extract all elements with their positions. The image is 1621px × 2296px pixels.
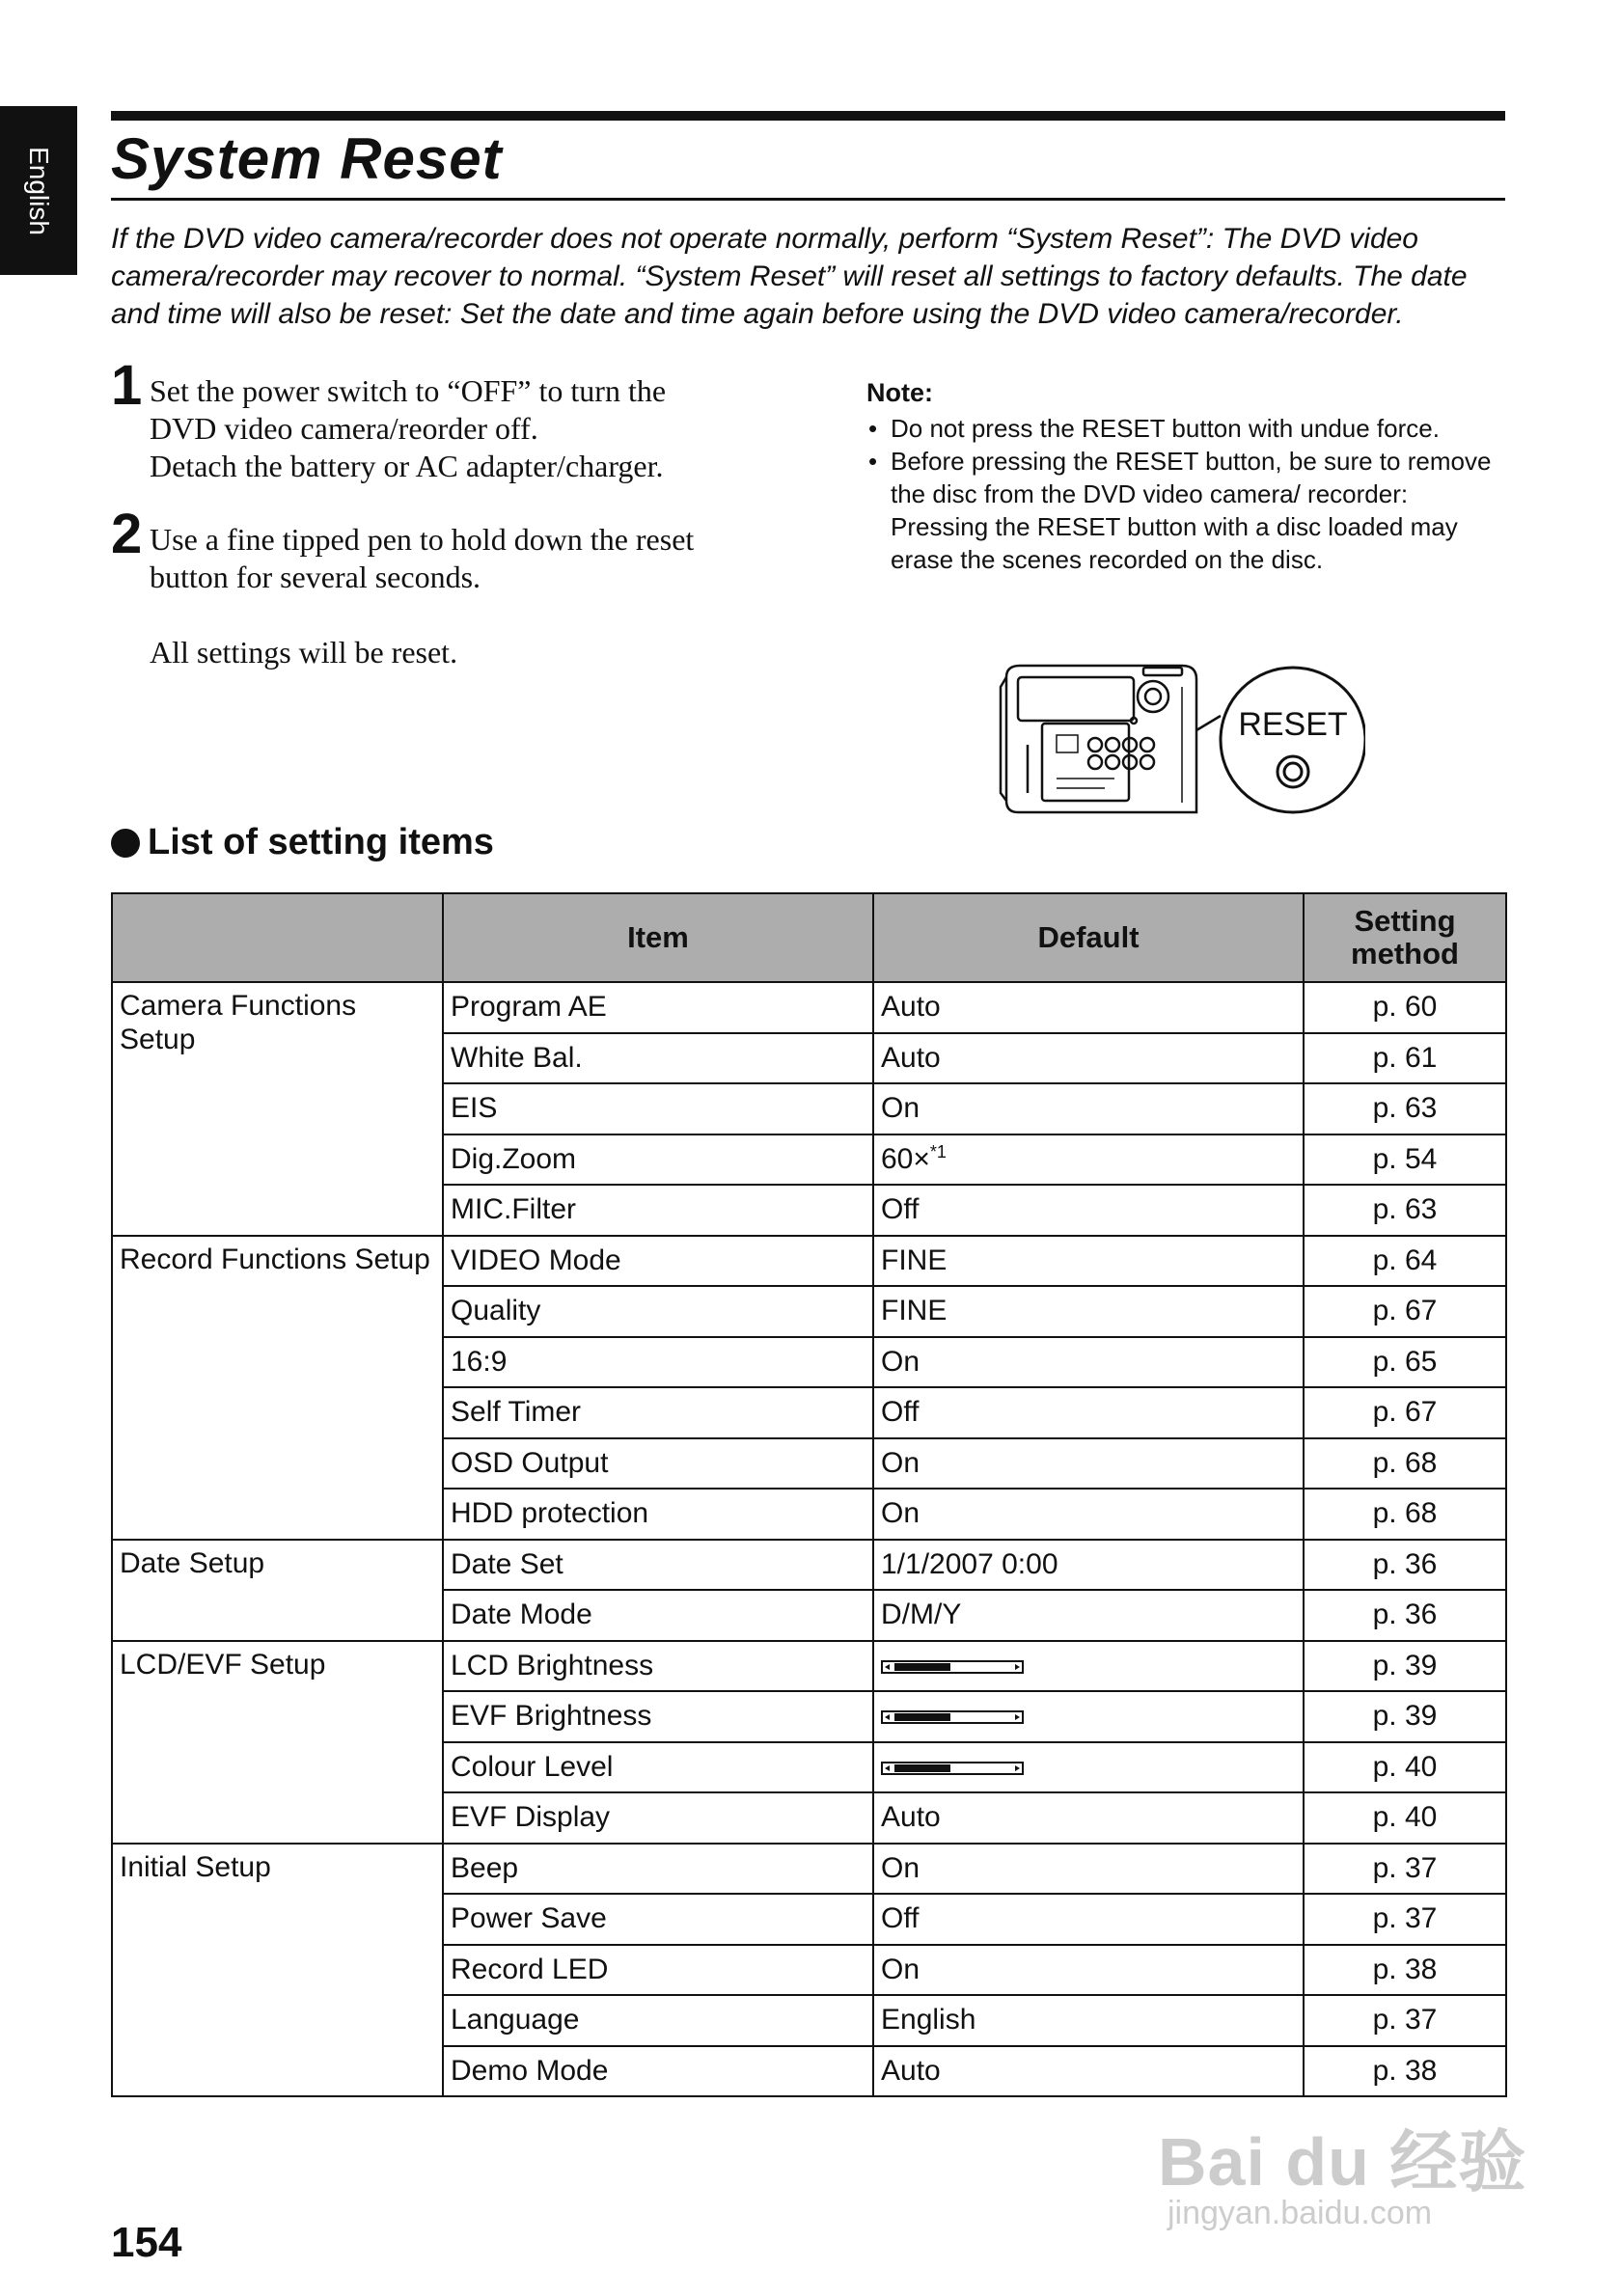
settings-table bbox=[111, 892, 1507, 2097]
header-method-line: Setting bbox=[1354, 904, 1456, 938]
header-method-line: method bbox=[1351, 937, 1459, 970]
method-cell: p. 36 bbox=[1304, 1590, 1506, 1641]
method-cell: p. 64 bbox=[1304, 1236, 1506, 1287]
intro-line: and time will also be reset: Set the date and time again before using the DVD video camera/recorder. bbox=[111, 298, 1404, 330]
item-cell: OSD Output bbox=[443, 1438, 873, 1490]
bar-fill bbox=[894, 1764, 950, 1772]
item-cell: Date Set bbox=[443, 1540, 873, 1591]
method-cell: p. 38 bbox=[1304, 2046, 1506, 2097]
table-header-row bbox=[112, 893, 1506, 982]
intro-line: camera/recorder may recover to normal. “System Reset” will reset all settings to factory defaults. The date bbox=[111, 260, 1468, 292]
level-bar-icon bbox=[881, 1762, 1024, 1775]
default-cell bbox=[873, 1489, 1304, 1540]
camera-icon bbox=[1001, 666, 1221, 812]
note-title-text: Note bbox=[866, 378, 924, 407]
note-box bbox=[866, 378, 1503, 576]
reset-label: RESET bbox=[1238, 706, 1348, 743]
default-cell bbox=[873, 1641, 1304, 1692]
header-default: Default bbox=[873, 893, 1304, 982]
default-cell bbox=[873, 1033, 1304, 1084]
step-text bbox=[150, 521, 825, 671]
default-cell bbox=[873, 1995, 1304, 2046]
step-number: 1 bbox=[111, 354, 143, 417]
step-spacer bbox=[150, 596, 825, 634]
language-tab-label: English bbox=[24, 146, 54, 235]
default-cell bbox=[873, 1540, 1304, 1591]
bar-fill bbox=[894, 1663, 950, 1671]
method-cell: p. 36 bbox=[1304, 1540, 1506, 1591]
bar-right-arrow-icon bbox=[1015, 1765, 1020, 1771]
table-body bbox=[112, 982, 1506, 2096]
item-cell: Self Timer bbox=[443, 1387, 873, 1438]
bullet-icon bbox=[111, 829, 140, 858]
default-value: Off bbox=[881, 1396, 920, 1429]
method-cell: p. 39 bbox=[1304, 1641, 1506, 1692]
section-heading-text: List of setting items bbox=[148, 822, 494, 862]
default-cell bbox=[873, 982, 1304, 1033]
step-number: 2 bbox=[111, 503, 143, 565]
language-tab bbox=[0, 106, 77, 275]
default-value: Off bbox=[881, 1193, 920, 1226]
method-cell: p. 54 bbox=[1304, 1134, 1506, 1186]
default-cell bbox=[873, 1083, 1304, 1134]
group-cell: LCD/EVF Setup bbox=[112, 1641, 443, 1844]
level-bar-icon bbox=[881, 1710, 1024, 1724]
method-cell: p. 40 bbox=[1304, 1792, 1506, 1844]
default-value: 60× bbox=[881, 1143, 930, 1176]
intro-line: If the DVD video camera/recorder does not operate normally, perform “System Reset”: The DVD video bbox=[111, 223, 1418, 255]
item-cell: Dig.Zoom bbox=[443, 1134, 873, 1186]
item-cell: EVF Brightness bbox=[443, 1691, 873, 1742]
table-row bbox=[112, 1641, 1506, 1692]
default-value: On bbox=[881, 1953, 920, 1985]
watermark-main: Bai du 经验 bbox=[1158, 2124, 1527, 2200]
default-cell bbox=[873, 1590, 1304, 1641]
default-value: English bbox=[881, 2004, 976, 2036]
item-cell: Demo Mode bbox=[443, 2046, 873, 2097]
default-cell bbox=[873, 1134, 1304, 1186]
default-cell bbox=[873, 1438, 1304, 1490]
default-cell bbox=[873, 1844, 1304, 1895]
default-cell bbox=[873, 1185, 1304, 1236]
note-title: Note: bbox=[866, 378, 933, 407]
step-result: All settings will be reset. bbox=[150, 635, 458, 670]
default-cell bbox=[873, 1286, 1304, 1337]
default-value: FINE bbox=[881, 1244, 948, 1276]
method-cell: p. 38 bbox=[1304, 1945, 1506, 1996]
default-value: 1/1/2007 0:00 bbox=[881, 1547, 1058, 1580]
default-value: Auto bbox=[881, 1041, 941, 1074]
method-cell: p. 67 bbox=[1304, 1387, 1506, 1438]
title-rule bbox=[111, 198, 1505, 201]
item-cell: Program AE bbox=[443, 982, 873, 1033]
intro-paragraph bbox=[111, 220, 1510, 333]
method-cell: p. 37 bbox=[1304, 1844, 1506, 1895]
item-cell: Power Save bbox=[443, 1894, 873, 1945]
note-item: • Before pressing the RESET button, be sure to remove the disc from the DVD video camera/ recorder: Pressing the RESET button with a disc loaded may erase the scenes recorded on the disc. bbox=[866, 445, 1503, 576]
item-cell: HDD protection bbox=[443, 1489, 873, 1540]
default-value: On bbox=[881, 1497, 920, 1530]
header-group bbox=[112, 893, 443, 982]
table-row bbox=[112, 1236, 1506, 1287]
group-cell: Date Setup bbox=[112, 1540, 443, 1641]
group-cell: Initial Setup bbox=[112, 1844, 443, 2097]
default-value: On bbox=[881, 1446, 920, 1479]
watermark bbox=[1158, 2074, 1544, 2238]
bar-right-arrow-icon bbox=[1015, 1714, 1020, 1720]
default-cell bbox=[873, 1894, 1304, 1945]
default-cell bbox=[873, 1691, 1304, 1742]
header-method bbox=[1304, 893, 1506, 982]
method-cell: p. 68 bbox=[1304, 1438, 1506, 1490]
bar-left-arrow-icon bbox=[885, 1664, 890, 1670]
default-cell bbox=[873, 1337, 1304, 1388]
method-cell: p. 37 bbox=[1304, 1995, 1506, 2046]
header-item: Item bbox=[443, 893, 873, 982]
default-value: Auto bbox=[881, 991, 941, 1024]
default-cell bbox=[873, 1945, 1304, 1996]
footnote-marker: *1 bbox=[929, 1142, 947, 1162]
table-row bbox=[112, 1844, 1506, 1895]
method-cell: p. 68 bbox=[1304, 1489, 1506, 1540]
note-item: • Do not press the RESET button with undue force. bbox=[866, 412, 1503, 445]
default-value: FINE bbox=[881, 1295, 948, 1327]
note-list bbox=[866, 412, 1503, 576]
item-cell: EIS bbox=[443, 1083, 873, 1134]
method-cell: p. 63 bbox=[1304, 1185, 1506, 1236]
item-cell: Date Mode bbox=[443, 1590, 873, 1641]
page-title: System Reset bbox=[111, 126, 503, 191]
camera-reset-illustration bbox=[999, 658, 1365, 822]
method-cell: p. 65 bbox=[1304, 1337, 1506, 1388]
bar-fill bbox=[894, 1713, 950, 1721]
top-rule bbox=[111, 111, 1505, 121]
bar-right-arrow-icon bbox=[1015, 1664, 1020, 1670]
default-value: D/M/Y bbox=[881, 1599, 962, 1631]
default-value: On bbox=[881, 1092, 920, 1125]
item-cell: Language bbox=[443, 1995, 873, 2046]
group-cell: Camera Functions Setup bbox=[112, 982, 443, 1236]
default-value: Off bbox=[881, 1902, 920, 1935]
group-cell: Record Functions Setup bbox=[112, 1236, 443, 1540]
method-cell: p. 67 bbox=[1304, 1286, 1506, 1337]
item-cell: Beep bbox=[443, 1844, 873, 1895]
table-row bbox=[112, 982, 1506, 1033]
step-line: DVD video camera/reorder off. bbox=[150, 411, 538, 446]
default-cell bbox=[873, 1742, 1304, 1793]
method-cell: p. 37 bbox=[1304, 1894, 1506, 1945]
default-value: Auto bbox=[881, 1801, 941, 1834]
bar-left-arrow-icon bbox=[885, 1765, 890, 1771]
method-cell: p. 40 bbox=[1304, 1742, 1506, 1793]
step-line: button for several seconds. bbox=[150, 560, 481, 594]
default-value: On bbox=[881, 1345, 920, 1378]
default-cell bbox=[873, 1792, 1304, 1844]
method-cell: p. 61 bbox=[1304, 1033, 1506, 1084]
default-cell bbox=[873, 1387, 1304, 1438]
default-cell bbox=[873, 1236, 1304, 1287]
level-bar-icon bbox=[881, 1660, 1024, 1674]
item-cell: Colour Level bbox=[443, 1742, 873, 1793]
item-cell: Record LED bbox=[443, 1945, 873, 1996]
watermark-sub: jingyan.baidu.com bbox=[1168, 2195, 1433, 2231]
method-cell: p. 39 bbox=[1304, 1691, 1506, 1742]
default-value: On bbox=[881, 1851, 920, 1884]
page-number: 154 bbox=[111, 2219, 182, 2266]
step-line: Detach the battery or AC adapter/charger. bbox=[150, 449, 664, 483]
method-cell: p. 63 bbox=[1304, 1083, 1506, 1134]
item-cell: MIC.Filter bbox=[443, 1185, 873, 1236]
item-cell: VIDEO Mode bbox=[443, 1236, 873, 1287]
item-cell: White Bal. bbox=[443, 1033, 873, 1084]
section-heading bbox=[111, 822, 494, 863]
step-text bbox=[150, 372, 825, 485]
method-cell: p. 60 bbox=[1304, 982, 1506, 1033]
table-row bbox=[112, 1540, 1506, 1591]
bar-left-arrow-icon bbox=[885, 1714, 890, 1720]
item-cell: 16:9 bbox=[443, 1337, 873, 1388]
item-cell: EVF Display bbox=[443, 1792, 873, 1844]
step-line: Set the power switch to “OFF” to turn the bbox=[150, 373, 667, 408]
default-value: Auto bbox=[881, 2054, 941, 2087]
step-line: Use a fine tipped pen to hold down the reset bbox=[150, 522, 695, 557]
item-cell: LCD Brightness bbox=[443, 1641, 873, 1692]
item-cell: Quality bbox=[443, 1286, 873, 1337]
